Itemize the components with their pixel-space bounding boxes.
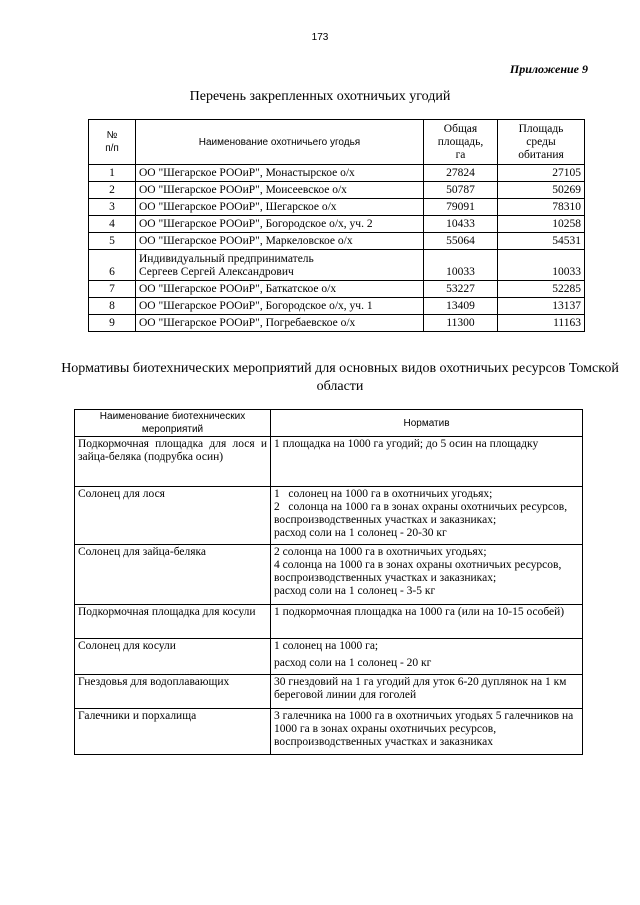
cell-area: 10433 (424, 216, 498, 233)
cell-activity: Гнездовья для водоплавающих (75, 675, 271, 709)
header-habitat: Площадь среды обитания (498, 120, 585, 165)
cell-name: ОО "Шегарское РООиР", Шегарское о/х (136, 199, 424, 216)
cell-area: 13409 (424, 298, 498, 315)
table-row (89, 216, 585, 233)
table-row (75, 487, 583, 545)
table-row (75, 709, 583, 755)
cell-activity: Солонец для зайца-беляка (75, 545, 271, 605)
appendix-label: Приложение 9 (509, 62, 588, 76)
cell-area: 79091 (424, 199, 498, 216)
table-row (75, 675, 583, 709)
table-row (75, 545, 583, 605)
cell-num: 6 (89, 250, 136, 281)
cell-area: 11300 (424, 315, 498, 332)
cell-norm: 1 солонец на 1000 га в охотничьих угодьях; 2 солонца на 1000 га в зонах охраны охотничьих ресурсов, воспроизводственных участках и заказниках; расход соли на 1 солонец - 20-30 кг (271, 487, 583, 545)
cell-area: 27824 (424, 165, 498, 182)
cell-habitat: 78310 (498, 199, 585, 216)
table-row (89, 315, 585, 332)
cell-activity: Галечники и порхалища (75, 709, 271, 755)
table-row (75, 437, 583, 487)
cell-area: 55064 (424, 233, 498, 250)
cell-name: ОО "Шегарское РООиР", Погребаевское о/х (136, 315, 424, 332)
table-row (89, 250, 585, 281)
cell-name: ОО "Шегарское РООиР", Монастырское о/х (136, 165, 424, 182)
cell-num: 8 (89, 298, 136, 315)
cell-num: 4 (89, 216, 136, 233)
cell-activity: Солонец для косули (75, 639, 271, 675)
header-name: Наименование охотничьего угодья (136, 120, 424, 165)
cell-name: ОО "Шегарское РООиР", Баткатское о/х (136, 281, 424, 298)
cell-area: 53227 (424, 281, 498, 298)
cell-num: 7 (89, 281, 136, 298)
table2-title: Нормативы биотехнических мероприятий для основных видов охотничьих ресурсов Томской области (61, 361, 619, 394)
cell-habitat: 11163 (498, 315, 585, 332)
cell-habitat: 10258 (498, 216, 585, 233)
cell-num: 3 (89, 199, 136, 216)
table-row (75, 605, 583, 639)
cell-num: 2 (89, 182, 136, 199)
cell-activity: Подкормочная площадка для косули (75, 605, 271, 639)
cell-name: ОО "Шегарское РООиР", Моисеевское о/х (136, 182, 424, 199)
cell-norm: 2 солонца на 1000 га в охотничьих угодьях; 4 солонца на 1000 га в зонах охраны охотничьих ресурсов, воспроизводственных участках и заказниках; расход соли на 1 солонец - 3-5 кг (271, 545, 583, 605)
header-norm: Норматив (271, 410, 583, 437)
cell-num: 5 (89, 233, 136, 250)
cell-num: 1 (89, 165, 136, 182)
cell-norm: 1 подкормочная площадка на 1000 га (или на 10-15 особей) (271, 605, 583, 639)
cell-norm: 1 солонец на 1000 га; расход соли на 1 солонец - 20 кг (271, 639, 583, 675)
cell-name: ОО "Шегарское РООиР", Маркеловское о/х (136, 233, 424, 250)
cell-norm: 3 галечника на 1000 га в охотничьих угодьях 5 галечников на 1000 га в зонах охраны охотничьих ресурсов, воспроизводственных участках и заказниках (271, 709, 583, 755)
page-number: 173 (311, 32, 329, 43)
table1-header-row (89, 120, 585, 165)
cell-norm: 30 гнездовий на 1 га угодий для уток 6-20 дуплянок на 1 км береговой линии для гоголей (271, 675, 583, 709)
table-row (89, 199, 585, 216)
cell-habitat: 10033 (498, 250, 585, 281)
hunting-grounds-table (88, 119, 585, 332)
table2-header-row (75, 410, 583, 437)
header-num: № п/п (89, 120, 136, 165)
cell-activity: Солонец для лося (75, 487, 271, 545)
table-row (89, 233, 585, 250)
table-row (89, 182, 585, 199)
table-row (75, 639, 583, 675)
header-area: Общая площадь, га (424, 120, 498, 165)
biotech-norms-table (74, 409, 583, 755)
table-row (89, 281, 585, 298)
table1-title: Перечень закрепленных охотничьих угодий (189, 89, 451, 104)
cell-area: 50787 (424, 182, 498, 199)
cell-norm: 1 площадка на 1000 га угодий; до 5 осин на площадку (271, 437, 583, 487)
table-row (89, 298, 585, 315)
cell-activity: Подкормочная площадка для лося и зайца-беляка (подрубка осин) (75, 437, 271, 487)
cell-habitat: 27105 (498, 165, 585, 182)
cell-name: ОО "Шегарское РООиР", Богородское о/х, уч. 1 (136, 298, 424, 315)
cell-name: Индивидуальный предприниматель Сергеев Сергей Александрович (136, 250, 424, 281)
cell-area: 10033 (424, 250, 498, 281)
cell-habitat: 13137 (498, 298, 585, 315)
cell-habitat: 52285 (498, 281, 585, 298)
cell-num: 9 (89, 315, 136, 332)
header-activity: Наименование биотехнических мероприятий (75, 410, 271, 437)
cell-habitat: 50269 (498, 182, 585, 199)
cell-habitat: 54531 (498, 233, 585, 250)
cell-name: ОО "Шегарское РООиР", Богородское о/х, уч. 2 (136, 216, 424, 233)
table-row (89, 165, 585, 182)
